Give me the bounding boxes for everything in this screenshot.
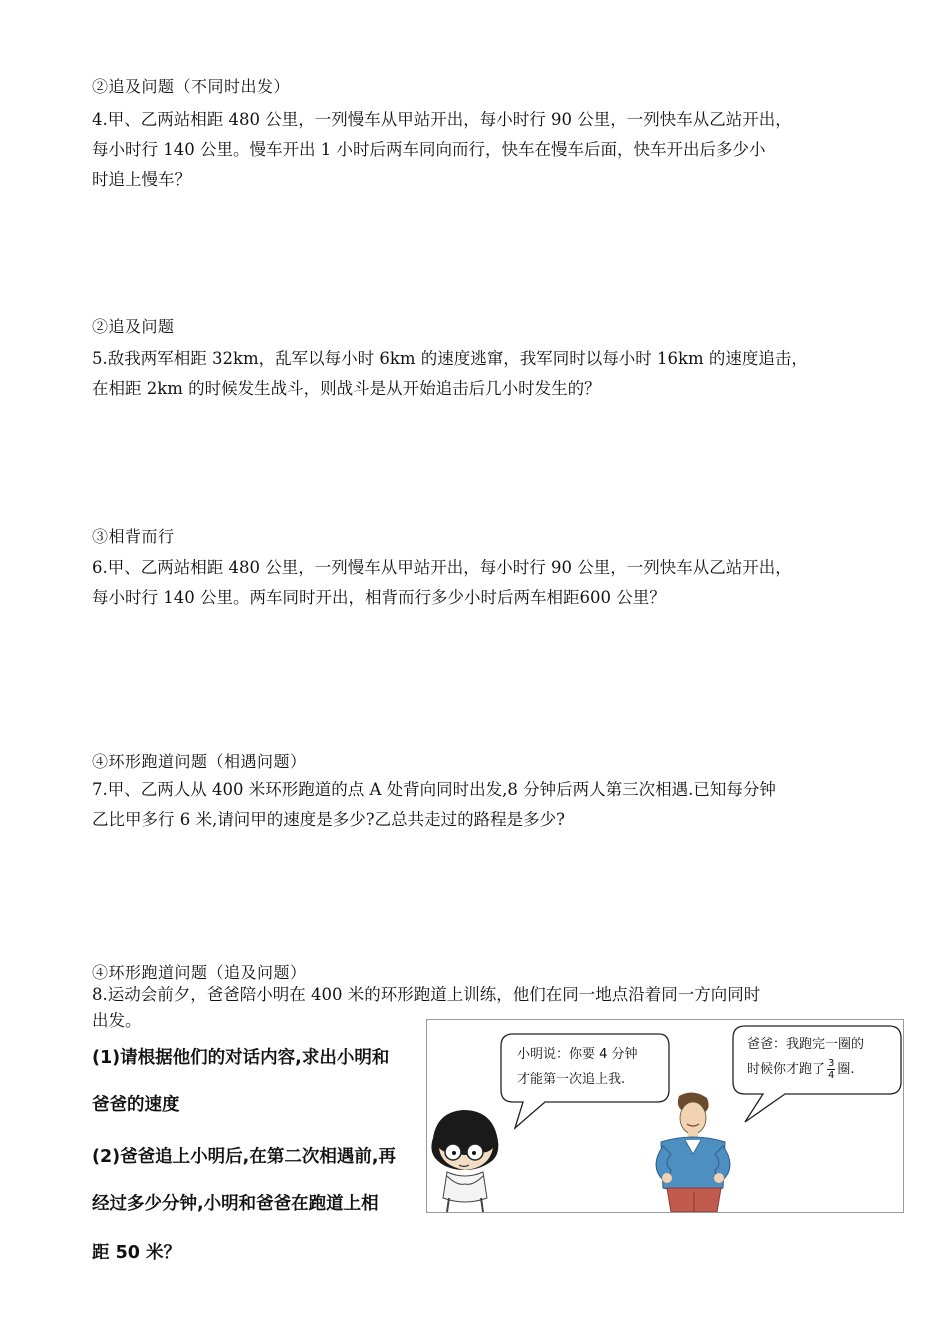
question-line: 在相距 2km 的时候发生战斗，则战斗是从开始追击后几小时发生的？ [92, 379, 601, 398]
question-line: 8.运动会前夕，爸爸陪小明在 400 米的环形跑道上训练，他们在同一地点沿着同一方向同时 [92, 985, 761, 1004]
baba-speech-prefix: 时候你才跑了 [747, 1062, 826, 1077]
baba-speech-line: 爸爸：我跑完一圈的 [747, 1037, 865, 1052]
question-5 [92, 344, 882, 404]
subquestion-1-line2: 爸爸的速度 [92, 1095, 180, 1115]
question-line: 乙比甲多行 6 米,请问甲的速度是多少?乙总共走过的路程是多少? [92, 810, 565, 829]
question-line: 出发。 [92, 1011, 142, 1030]
subquestion-2-line1: (2)爸爸追上小明后,在第二次相遇前,再 [92, 1147, 396, 1167]
section-heading-q4: ②追及问题（不同时出发） [92, 77, 291, 96]
section-heading-q8: ④环形跑道问题（追及问题） [92, 963, 307, 982]
fraction-three-quarters [827, 1058, 835, 1081]
section-heading-q7: ④环形跑道问题（相遇问题） [92, 752, 307, 771]
baba-figure [656, 1092, 730, 1212]
fraction-denominator: 4 [828, 1070, 835, 1081]
xiaoming-speech-line: 小明说：你要 4 分钟 [517, 1047, 638, 1062]
baba-speech-text [747, 1032, 864, 1082]
xiaoming-speech-text [517, 1042, 638, 1092]
question-line: 时追上慢车？ [92, 170, 191, 189]
question-7 [92, 775, 882, 835]
question-line: 每小时行 140 公里。慢车开出 1 小时后两车同向而行，快车在慢车后面，快车开出后多少小 [92, 140, 766, 159]
xiaoming-figure [431, 1110, 498, 1212]
question-line: 7.甲、乙两人从 400 米环形跑道的点 A 处背向同时出发,8 分钟后两人第三次相遇.已知每分钟 [92, 780, 776, 799]
section-heading-q6: ③相背而行 [92, 527, 175, 546]
xiaoming-speech-line: 才能第一次追上我. [517, 1072, 626, 1087]
question-line: 4.甲、乙两站相距 480 公里，一列慢车从甲站开出，每小时行 90 公里，一列快车从乙站开出， [92, 110, 792, 129]
subquestion-1-line1: (1)请根据他们的对话内容,求出小明和 [92, 1048, 390, 1068]
baba-speech-line [747, 1057, 864, 1082]
section-heading-q5: ②追及问题 [92, 317, 175, 336]
fraction-numerator: 3 [828, 1058, 835, 1069]
question-line: 每小时行 140 公里。两车同时开出，相背而行多少小时后两车相距600 公里？ [92, 588, 666, 607]
subquestion-2-line3: 距 50 米？ [92, 1243, 182, 1263]
question-6 [92, 553, 882, 613]
question-4 [92, 105, 882, 195]
subquestion-2-line2: 经过多少分钟,小明和爸爸在跑道上相 [92, 1194, 379, 1214]
baba-speech-suffix: 圈. [837, 1062, 855, 1077]
question-line: 5.敌我两军相距 32km，乱军以每小时 6km 的速度逃窜，我军同时以每小时 16km 的速度追击， [92, 349, 808, 368]
question-line: 6.甲、乙两站相距 480 公里，一列慢车从甲站开出，每小时行 90 公里，一列快车从乙站开出， [92, 558, 792, 577]
dialogue-illustration [426, 1019, 904, 1213]
